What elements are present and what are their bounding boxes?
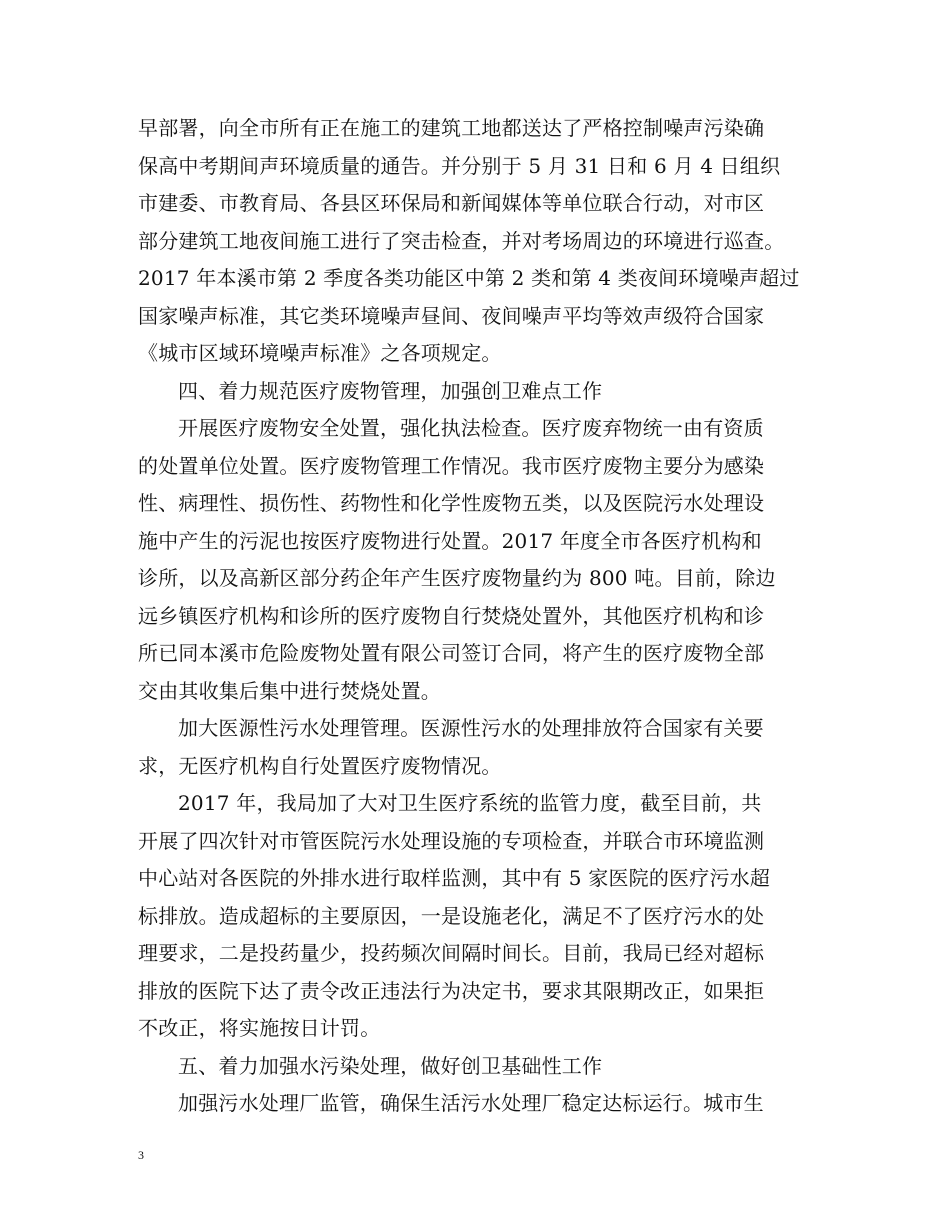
text-line: 理要求，二是投药量少，投药频次间隔时间长。目前，我局已经对超标 [138, 941, 765, 965]
text-line: 开展医疗废物安全处置，强化执法检查。医疗废弃物统一由有资质 [178, 416, 764, 440]
text-line: 国家噪声标准，其它类环境噪声昼间、夜间噪声平均等效声级符合国家 [138, 303, 765, 328]
text-line: 的处置单位处置。医疗废物管理工作情况。我市医疗废物主要分为感染 [138, 453, 765, 478]
text-line: 中心站对各医院的外排水进行取样监测，其中有 5 家医院的医疗污水超 [138, 866, 771, 890]
text-line: 加大医源性污水处理管理。医源性污水的处理排放符合国家有关要 [178, 716, 764, 740]
body-text [138, 110, 828, 1123]
text-line: 2017 年本溪市第 2 季度各类功能区中第 2 类和第 4 类夜间环境噪声超过 [138, 266, 800, 290]
text-line: 2017 年，我局加了大对卫生医疗系统的监管力度，截至目前，共 [178, 791, 762, 815]
text-line: 开展了四次针对市管医院污水处理设施的专项检查，并联合市环境监测 [138, 828, 765, 853]
text-line: 交由其收集后集中进行焚烧处置。 [138, 678, 441, 703]
text-line: 标排放。造成超标的主要原因，一是设施老化，满足不了医疗污水的处 [138, 903, 765, 928]
text-line: 诊所，以及高新区部分药企年产生医疗废物量约为 800 吨。目前，除边 [138, 566, 776, 590]
text-line: 求，无医疗机构自行处置医疗废物情况。 [138, 753, 502, 778]
text-line: 所已同本溪市危险废物处置有限公司签订合同，将产生的医疗废物全部 [138, 641, 765, 665]
text-line: 早部署，向全市所有正在施工的建筑工地都送达了严格控制噪声污染确 [138, 116, 765, 140]
text-line: 保高中考期间声环境质量的通告。并分别于 5 月 31 日和 6 月 4 日组织 [138, 153, 781, 178]
text-line: 性、病理性、损伤性、药物性和化学性废物五类，以及医院污水处理设 [138, 491, 765, 515]
section-heading: 四、着力规范医疗废物管理，加强创卫难点工作 [178, 378, 603, 403]
page-number: 3 [138, 1148, 144, 1162]
text-line: 不改正，将实施按日计罚。 [138, 1016, 381, 1040]
text-line: 加强污水处理厂监管，确保生活污水处理厂稳定达标运行。城市生 [178, 1091, 764, 1115]
text-line: 部分建筑工地夜间施工进行了突击检查，并对考场周边的环境进行巡查。 [138, 228, 785, 253]
text-line: 市建委、市教育局、各县区环保局和新闻媒体等单位联合行动，对市区 [138, 191, 765, 215]
text-line: 远乡镇医疗机构和诊所的医疗废物自行焚烧处置外，其他医疗机构和诊 [138, 603, 765, 628]
text-line: 施中产生的污泥也按医疗废物进行处置。2017 年度全市各医疗机构和 [138, 528, 762, 553]
section-heading: 五、着力加强水污染处理，做好创卫基础性工作 [178, 1053, 603, 1078]
text-line: 排放的医院下达了责令改正违法行为决定书，要求其限期改正，如果拒 [138, 978, 765, 1003]
text-line: 《城市区域环境噪声标准》之各项规定。 [138, 341, 502, 365]
